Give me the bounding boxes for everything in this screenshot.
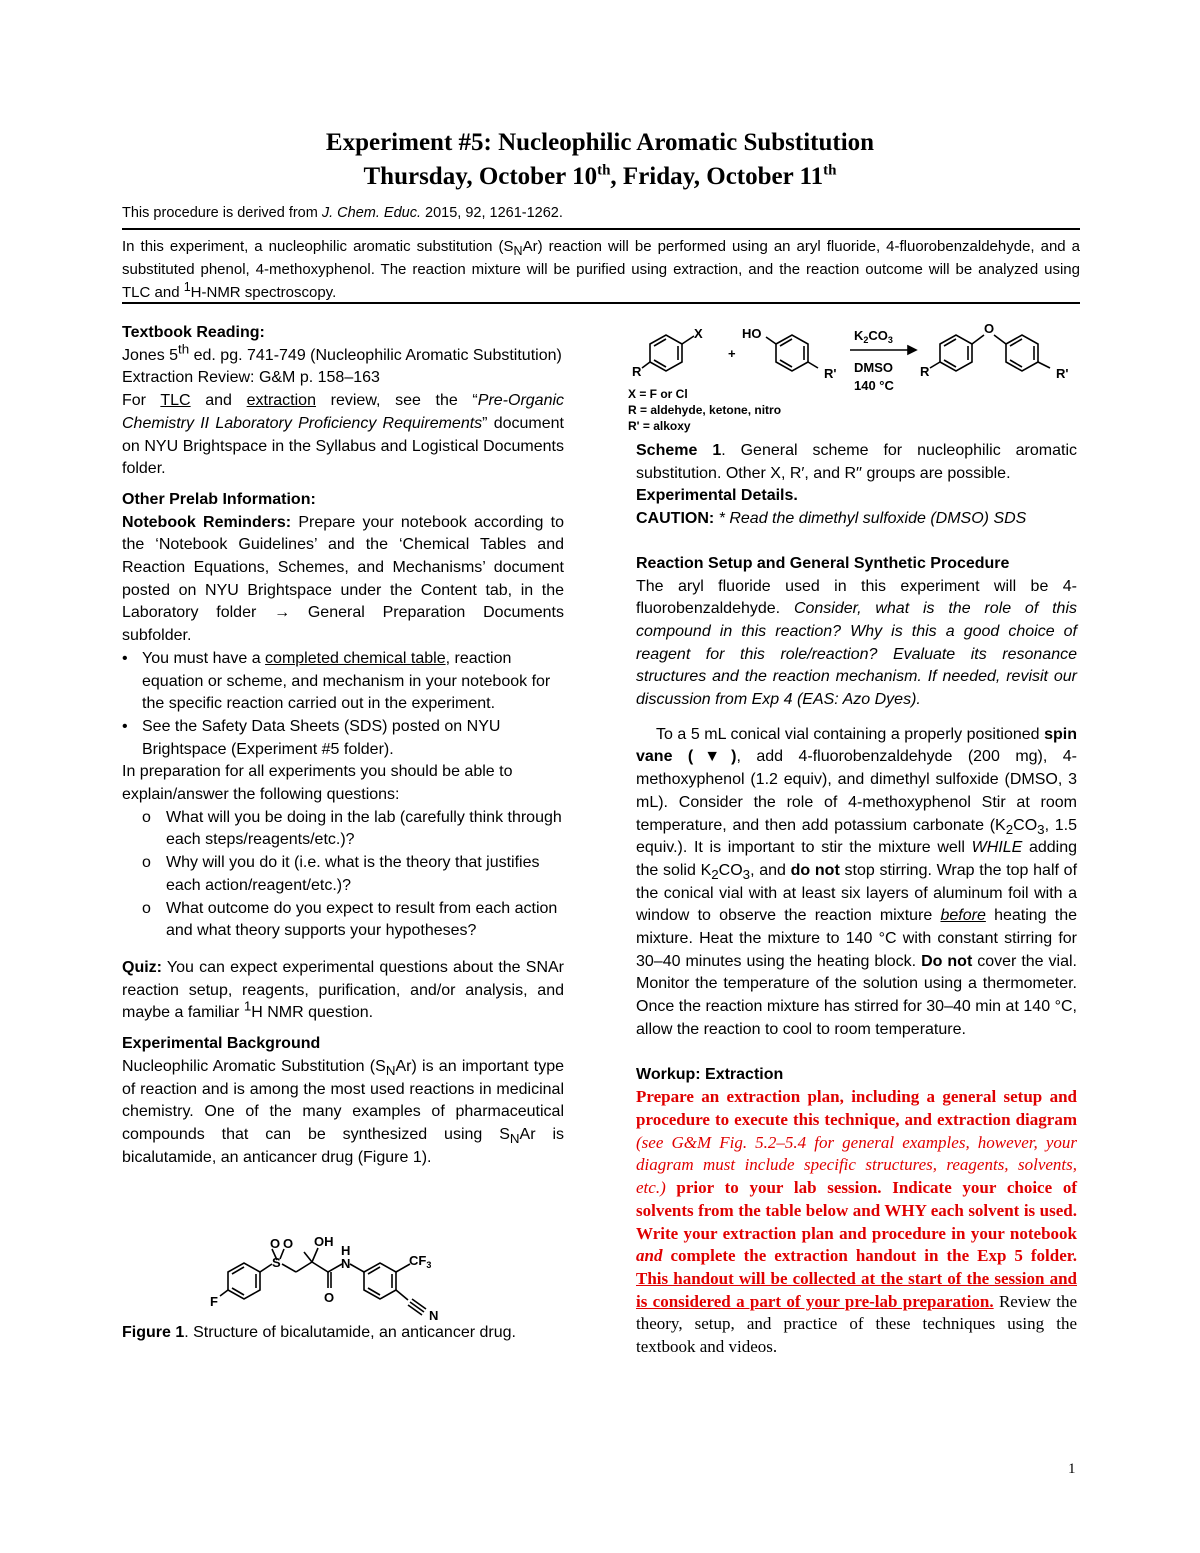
experimental-details-heading: Experimental Details. (636, 487, 798, 505)
reaction-setup-heading: Reaction Setup and General Synthetic Procedure (636, 554, 1010, 572)
trifluoromethyl-group: $CF_3$ (409, 1253, 432, 1270)
title-line-1: Experiment #5: Nucleophilic Aromatic Substitution (325, 129, 875, 156)
textbook-heading: Textbook Reading: (122, 324, 265, 341)
fluorophenyl-ring (228, 1263, 260, 1299)
source-citation: This procedure is derived from J. Chem. Educ. 2015, 92, 1261-1262. (122, 205, 563, 221)
scheme-1-caption: Scheme 1. General scheme for nucleophilic aromatic substitution. Other X, R′, and R′′ groups are possible. (636, 442, 1077, 482)
top-divider (122, 228, 1080, 230)
solvent-dmso: DMSO (854, 360, 893, 375)
base-k2co3: $K_2CO_3$ (854, 328, 893, 345)
product-ring-2 (1006, 335, 1038, 371)
bicalutamide-structure (200, 1228, 490, 1320)
title-line-2: Thursday, October 10th, Friday, October 11th (363, 162, 837, 190)
phenol-ho: HO (742, 326, 762, 341)
preparation-text: In preparation for all experiments you should be able to explain/answer the following questions: (122, 763, 513, 804)
background-paragraph: Nucleophilic Aromatic Substitution $(S_NAr)$ is an important type of reaction and is among the most used reactions in medicinal chemistry. One of the many examples of pharmaceutical compounds that can be synthesized using $S_NAr$ is bicalutamide, an anticancer drug (Figure 1). (122, 1057, 564, 1166)
left-column (122, 322, 564, 1169)
extraction-link[interactable]: extraction (246, 392, 316, 410)
other-prelab-heading: Other Prelab Information: (122, 490, 316, 508)
workup-heading: Workup: Extraction (636, 1065, 784, 1083)
right-column (636, 440, 1077, 1359)
jones-reference: Jones 5th ed. pg. 741-749 (Nucleophilic Aromatic Substitution) (122, 341, 562, 364)
plus-sign: + (728, 346, 736, 361)
sulfonyl-o-1: O (270, 1236, 281, 1251)
procedure-paragraph: To a 5 mL conical vial containing a properly positioned spin vane (▼), add 4-fluorobenzaldehyde (200 mg), 4-methoxyphenol (1.2 equiv), and dimethyl sulfoxide (DMSO, 3 mL). Consider the role of 4-methoxyphenol Stir at room temperature, and then add potassium carbonate ($K_2CO_3$, 1.5 equiv.). It is important to stir the mixture well WHILE adding the solid $K_2CO_3$, and do not stop stirring. Wrap the top half of the conical vial with at least six layers of aluminum foil with a window to observe the reaction mixture before heating the mixture. Heat the mixture to 140 °C with constant stirring for 30–40 minutes using the heating block. Do not cover the vial. Monitor the temperature of the solution using a thermometer. Once the reaction mixture has stirred for 30–40 min at 140 °C, allow the reaction to cool to room temperature. (636, 725, 1078, 1038)
background-heading: Experimental Background (122, 1035, 321, 1053)
question-2: o Why will you do it (i.e. what is the theory that justifies each action/reagent/etc.)? (142, 854, 540, 894)
substituent-r: R (632, 364, 642, 379)
reaction-setup-paragraph: The aryl fluoride used in this experiment will be 4-fluorobenzaldehyde. Consider, what is the role of this compound in this reaction? Why is this a good choice of reagent for this role/reaction? Evaluate its resonance structures and the reaction mechanism. If needed, revisit our discussion from Exp 4 (EAS: Azo Dyes). (636, 577, 1077, 709)
fluorine-atom: F (210, 1294, 218, 1309)
reaction-scheme (628, 318, 1080, 436)
extraction-plan-paragraph: Prepare an extraction plan, including a general setup and procedure to execute this technique, and extraction diagram (see G&M Fig. 5.2–5.4 for general examples, however, your diagram must include specific structures, reagents, solvents, etc.) prior to your lab session. Indicate your choice of solvents from the table below and WHY each solvent is used. Write your extraction plan and procedure in your notebook and complete the extraction handout in the Exp 5 folder. This handout will be collected at the start of the session and is considered a part of your pre-lab preparation. Review the theory, setup, and practice of these techniques using the textbook and videos. (636, 1087, 1077, 1357)
ether-oxygen: O (984, 321, 995, 336)
bullet-sds: • See the Safety Data Sheets (SDS) posted on NYU Brightspace (Experiment #5 folder). (122, 717, 501, 758)
page-number: 1 (1068, 1461, 1076, 1477)
legend-x: X = F or Cl (628, 387, 688, 401)
leaving-group-x: X (694, 326, 703, 341)
review-paragraph: For TLC and extraction review, see the “Pre-Organic Chemistry II Laboratory Proficiency Requirements” document on NYU Brightspace in the Syllabus and Logistical Documents folder. (122, 392, 565, 478)
quiz-paragraph: Quiz: You can expect experimental questions about the SNAr reaction setup, reagents, purification, and/or analysis, and maybe a familiar $^1$H NMR question. (122, 958, 564, 1022)
sulfonyl-o-2: O (283, 1236, 294, 1251)
nitrile-n: N (429, 1308, 439, 1320)
carbonyl-o: O (324, 1290, 335, 1305)
amide-n: N (341, 1256, 351, 1271)
notebook-reminders: Notebook Reminders: Prepare your notebook according to the ‘Notebook Guidelines’ and the ‘Chemical Tables and Reaction Equations, Schemes, and Mechanisms’ document posted on NYU Brightspace under the Content tab, in the Laboratory folder → General Preparation Documents subfolder. (122, 513, 564, 645)
sulfur-atom: S (272, 1255, 281, 1270)
legend-r: R = aldehyde, ketone, nitro (628, 403, 782, 417)
substituent-r-prime: R' (824, 366, 837, 381)
page-title (0, 126, 1200, 194)
product-r-prime: R' (1056, 366, 1069, 381)
amide-h: H (341, 1243, 351, 1258)
product-r: R (920, 364, 930, 379)
legend-r-prime: R' = alkoxy (628, 419, 691, 433)
figure-1-caption: Figure 1. Structure of bicalutamide, an anticancer drug. (122, 1324, 516, 1341)
caution-line: CAUTION: * Read the dimethyl sulfoxide (DMSO) SDS (636, 510, 1027, 528)
intro-divider (122, 302, 1080, 304)
extraction-review: Extraction Review: G&M p. 158–163 (122, 369, 380, 387)
intro-paragraph: In this experiment, a nucleophilic aromatic substitution $(S_NAr)$ reaction will be performed using an aryl fluoride, 4-fluorobenzaldehyde, and a substituted phenol, 4-methoxyphenol. The reaction mixture will be purified using extraction, and the reaction outcome will be analyzed using TLC and $^1$H-NMR spectroscopy. (122, 238, 1081, 301)
question-1: o What will you be doing in the lab (carefully think through each steps/reagents/etc.)? (142, 808, 562, 849)
tlc-link[interactable]: TLC (160, 392, 191, 410)
bullet-chemical-table: • You must have a completed chemical table, reaction equation or scheme, and mechanism in your notebook for the specific reaction carried out in the experiment. (122, 649, 551, 713)
reaction-temperature: 140 °C (854, 378, 894, 393)
hydroxyl-group: OH (314, 1234, 334, 1249)
question-3: o What outcome do you expect to result from each action and what theory supports your hypotheses? (142, 899, 558, 940)
